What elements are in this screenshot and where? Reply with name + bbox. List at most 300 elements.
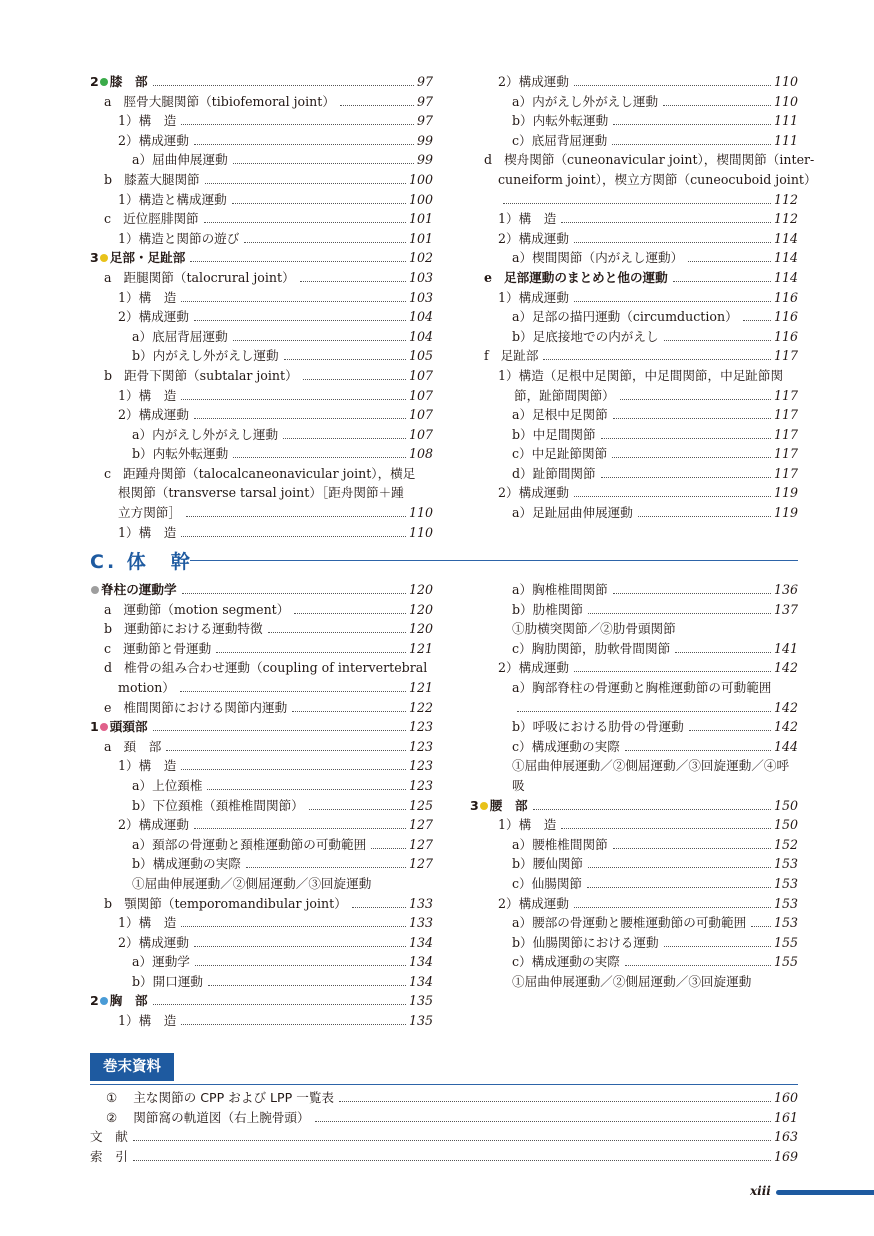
toc-entry-label [90,248,187,268]
leader-dots [613,124,771,125]
toc-entry-label [498,209,558,229]
toc-entry-page: 101 [408,230,433,246]
toc-entry-page: 123 [408,758,433,774]
toc-entry-page: 108 [408,446,433,462]
toc-entry-text: 近位脛腓関節 [123,211,199,227]
toc-entry [90,972,433,992]
toc-entry-label [512,444,609,464]
toc-entry [90,619,433,639]
toc-entry [90,1108,798,1128]
leader-dots [194,946,406,947]
toc-entry-text: b）内転外転運動 [132,446,229,462]
leader-dots [204,222,406,223]
leader-dots [294,613,406,614]
toc-entry-text: a）足趾屈曲伸展運動 [512,505,633,521]
toc-entry-label [132,776,204,796]
leader-dots [664,340,771,341]
toc-entry-page: 142 [773,660,798,676]
leader-dots [205,183,406,184]
toc-entry-page: 110 [773,93,798,109]
toc-entry [90,698,433,718]
toc-entry-text: a）腰椎椎間関節 [512,836,608,852]
toc-entry [90,933,433,953]
toc-entry-page: 104 [408,328,433,344]
toc-entry-text: b）呼吸における肋骨の骨運動 [512,719,684,735]
toc-entry-label [512,974,753,989]
toc-entry-page: 100 [408,171,433,187]
leader-dots [292,711,406,712]
toc-entry [470,229,798,249]
toc-entry-text: 2）構成運動 [118,817,189,833]
toc-entry [470,796,798,816]
toc-entry [470,952,798,972]
toc-entry [90,131,433,151]
toc-entry-label [512,835,610,855]
toc-entry-page: 111 [773,132,798,148]
toc-entry-label [498,368,785,383]
toc-entry-text: 2）構成運動 [498,485,569,501]
toc-entry-text: 1）構 造 [118,915,177,931]
leader-dots [543,359,771,360]
toc-entry-label [512,131,609,151]
leader-dots [181,926,406,927]
toc-entry-text: a）屈曲伸展運動 [132,152,228,168]
toc-entry [470,327,798,347]
toc-entry-text: c）仙腸関節 [512,875,583,891]
toc-entry [470,444,798,464]
toc-entry-label [118,913,178,933]
toc-entry-text: motion） [118,679,175,695]
toc-entry [470,366,798,386]
toc-entry [90,874,433,894]
toc-entry [90,658,433,678]
toc-entry-label [512,778,527,793]
toc-entry [90,72,433,92]
toc-entry-label [118,485,406,500]
toc-entry [470,346,798,366]
toc-entry-text: 2）構成運動 [118,407,189,423]
leader-dots [574,907,771,908]
toc-entry [90,366,433,386]
toc-entry [90,678,433,698]
toc-entry-text: b）内転外転運動 [512,113,609,129]
toc-entry-number: c [104,465,112,481]
leader-dots [268,632,406,633]
toc-entry-text: 立方関節］ [118,505,181,521]
leader-dots [181,1024,406,1025]
toc-entry-number: d [104,660,113,676]
toc-bottom-left [90,580,433,1031]
toc-entry [90,580,433,600]
toc-entry-number: d [484,152,493,168]
toc-entry-page: 97 [416,74,433,89]
toc-entry-page: 105 [408,348,433,364]
toc-entry-label [132,835,368,855]
leader-dots [689,730,771,731]
toc-entry [90,190,433,210]
leader-dots [574,85,771,86]
toc-entry-text: ①屈曲伸展運動／②側屈運動／③回旋運動 [132,875,372,891]
toc-entry-text: c）底屈背屈運動 [512,132,608,148]
toc-entry-text: 1）構 造 [118,1013,177,1029]
toc-entry-text: 2）構成運動 [118,934,189,950]
leader-dots [153,1004,406,1005]
toc-entry-page: 153 [773,915,798,931]
toc-entry [470,190,798,210]
toc-entry [90,209,433,229]
toc-entry-page: 133 [408,915,433,931]
leader-dots [751,926,771,927]
toc-entry-text: a）胸椎椎間関節 [512,582,608,597]
toc-entry-text: 1）構 造 [118,113,177,129]
toc-entry-label [498,172,819,187]
toc-entry-number: 1 [90,719,99,735]
leader-dots [352,907,406,908]
toc-entry [470,913,798,933]
toc-entry-label [104,268,297,288]
toc-entry-text: b）腰仙関節 [512,856,584,872]
toc-entry [470,92,798,112]
toc-entry-label [132,876,373,891]
toc-entry [470,678,798,698]
toc-entry-label [512,307,740,327]
toc-entry-label [118,229,241,249]
toc-entry-label [104,600,291,620]
leader-dots [675,652,771,653]
toc-entry-page: 116 [773,309,798,325]
toc-entry-label [90,72,150,92]
toc-entry-page: 120 [408,621,433,637]
toc-entry-label [484,152,816,167]
toc-entry-text: 脊柱の運動学 [101,582,177,597]
toc-entry-page: 137 [773,601,798,617]
leader-dots [664,946,771,947]
toc-entry [470,972,798,992]
toc-entry [470,248,798,268]
toc-entry-text: 主な関節の CPP および LPP 一覧表 [133,1090,335,1105]
toc-entry [470,698,798,718]
toc-entry-label [512,621,678,636]
toc-entry-text: 1）構造（足根中足関節，中足間関節，中足趾節関 [498,367,784,383]
toc-entry-text: 関節窩の軌道図（右上腕骨頭） [133,1109,310,1125]
toc-entry-label [118,131,191,151]
toc-entry-text: 足部・足趾部 [109,250,186,266]
leader-dots [613,848,771,849]
leader-dots [743,320,771,321]
toc-entry-text: b）仙腸関節における運動 [512,934,659,950]
toc-entry-label [118,1011,178,1031]
toc-entry-page: 127 [408,836,433,852]
toc-entry-text: d）趾節間関節 [512,465,596,481]
toc-entry-label [118,523,178,543]
leader-dots [246,867,406,868]
leader-dots [133,1140,771,1141]
toc-entry-number: c [104,640,112,656]
toc-entry [470,874,798,894]
toc-entry-label [106,1108,312,1128]
toc-entry-label [514,386,617,406]
toc-entry-page: 117 [773,426,798,442]
toc-entry [90,483,433,503]
toc-entry-text: 根関節（transverse tarsal joint）［距舟関節＋踵 [118,485,404,501]
toc-entry-page: 127 [408,856,433,872]
leader-dots [283,438,406,439]
toc-entry [90,600,433,620]
toc-entry-text: a）楔間関節（内がえし運動） [512,250,684,266]
leader-dots [688,261,771,262]
toc-entry-page: 141 [773,640,798,656]
toc-entry-label [498,72,571,92]
toc-entry-label [132,972,205,992]
toc-entry-text: 節，趾節間関節） [514,387,615,403]
toc-entry [470,405,798,425]
toc-entry-text: 2）構成運動 [118,132,189,148]
toc-entry-text: b）構成運動の実際 [132,856,241,872]
toc-entry [90,1088,798,1108]
toc-entry-label [132,425,280,445]
leader-dots [133,1160,771,1161]
toc-entry-text: 1）構造と関節の遊び [118,230,240,246]
folio-bar [776,1190,874,1195]
toc-entry-label [512,717,686,737]
toc-entry-number: e [104,699,112,715]
leader-dots [612,144,771,145]
toc-entry-text: 吸 [512,777,525,793]
toc-entry [470,580,798,600]
toc-entry [90,346,433,366]
leader-dots [153,730,406,731]
toc-entry [470,72,798,92]
leader-dots [216,652,406,653]
toc-entry-page: 123 [408,719,433,735]
leader-dots [180,691,406,692]
toc-entry-text: 1）構 造 [118,524,177,540]
toc-entry [90,327,433,347]
toc-entry [470,209,798,229]
toc-entry [470,835,798,855]
toc-entry [470,170,817,190]
toc-entry-label [104,619,265,639]
toc-entry-label [104,698,289,718]
toc-entry-label [104,209,201,229]
toc-entry-page: 110 [408,505,433,521]
toc-entry-page: 107 [408,426,433,442]
toc-entry-label [512,503,635,523]
toc-entry-number: b [104,367,113,383]
toc-entry-label [512,874,584,894]
toc-entry [90,991,433,1011]
toc-entry-text: c）胸肋関節，肋軟骨間関節 [512,640,671,656]
toc-entry-label [104,639,213,659]
toc-entry-text: ①肋横突関節／②肋骨頭関節 [512,621,676,637]
toc-entry-text: a）足部の描円運動（circumduction） [512,309,738,325]
toc-entry-text: ①屈曲伸展運動／②側屈運動／③回旋運動／④呼 [512,758,790,774]
toc-entry-label [118,405,191,425]
toc-entry-text: 椎骨の組み合わせ運動（coupling of intervertebral [124,660,428,676]
leader-dots [181,536,406,537]
toc-entry-label [104,737,163,757]
toc-entry-label [512,952,622,972]
toc-entry [90,835,433,855]
toc-entry [470,307,798,327]
toc-entry-page: 127 [408,817,433,833]
toc-entry [470,268,798,288]
toc-entry [90,307,433,327]
leader-dots [588,867,771,868]
toc-entry-page: 103 [408,289,433,305]
leader-dots [232,203,406,204]
toc-entry-label [512,680,773,695]
leader-dots [208,985,406,986]
toc-entry-page: 122 [408,699,433,715]
leader-dots [233,457,406,458]
toc-entry-page: 136 [773,582,798,597]
toc-entry-label [484,346,540,366]
toc-entry-page: 135 [408,1013,433,1029]
toc-entry [470,150,815,170]
toc-entry-page: 114 [773,269,798,285]
toc-entry-label [132,854,243,874]
toc-entry-label [512,600,585,620]
toc-entry-page: 104 [408,309,433,325]
toc-entry [90,639,433,659]
leader-dots [587,887,771,888]
leader-dots [181,124,414,125]
leader-dots [182,593,406,594]
toc-entry [90,854,433,874]
toc-entry-page: 117 [773,446,798,462]
toc-entry-page: 107 [408,367,433,383]
toc-entry-text: 1）構 造 [498,211,557,227]
toc-entry [90,405,433,425]
toc-entry-label [118,678,177,698]
toc-entry-number: ② [106,1109,118,1125]
toc-entry-label [512,405,610,425]
toc-entry-text: a）胸部脊柱の骨運動と胸椎運動節の可動範囲 [512,679,772,695]
toc-entry-page: 103 [408,269,433,285]
toc-entry [470,639,798,659]
toc-entry-page: 133 [408,895,433,911]
toc-entry-page: 135 [408,993,433,1009]
leader-dots [195,965,406,966]
toc-entry [90,776,433,796]
leader-dots [574,242,771,243]
toc-entry-page: 119 [773,485,798,501]
toc-entry-page: 100 [408,191,433,207]
toc-entry-page: 111 [773,113,798,129]
leader-dots [517,711,771,712]
leader-dots [181,769,406,770]
toc-entry-number: b [104,621,113,637]
toc-entry-number: 2 [90,74,99,89]
toc-entry-page: 107 [408,387,433,403]
toc-entry-text: 顎関節（temporomandibular joint） [124,895,347,911]
toc-entry-text: 1）構 造 [498,817,557,833]
toc-entry-text: 1）構造と構成運動 [118,191,227,207]
toc-entry [90,444,433,464]
toc-entry-label [118,815,191,835]
toc-entry [90,92,433,112]
toc-entry [470,288,798,308]
toc-entry [90,386,433,406]
toc-entry-page: 119 [773,505,798,521]
toc-entry-label [132,952,192,972]
toc-entry-label [498,288,571,308]
leader-dots [625,750,771,751]
toc-entry [470,854,798,874]
toc-entry-text: 頭頚部 [109,719,148,735]
leader-dots [207,789,405,790]
toc-entry-text: 2）構成運動 [498,895,569,911]
toc-entry-text: 文 献 [90,1129,128,1145]
toc-entry [470,131,798,151]
toc-entry-number: ① [106,1090,118,1105]
toc-entry-label [104,466,417,481]
leader-dots [574,671,771,672]
toc-entry-label [512,248,685,268]
toc-entry-text: a）上位頚椎 [132,777,203,793]
toc-entry-label [106,1088,336,1108]
toc-entry-text: a）運動学 [132,954,190,970]
leader-dots [673,281,771,282]
toc-entry-label [512,854,585,874]
toc-entry-label [512,737,622,757]
toc-entry-label [104,92,337,112]
toc-entry-page: 117 [773,387,798,403]
toc-entry [470,503,798,523]
toc-entry-page: 99 [416,132,433,148]
toc-entry-text: 2）構成運動 [498,230,569,246]
leader-dots [303,379,406,380]
toc-entry-page: 161 [773,1109,798,1125]
leader-dots [166,750,406,751]
toc-entry-label [132,796,306,816]
toc-entry-page: 152 [773,836,798,852]
toc-entry-text: a）足根中足関節 [512,407,608,423]
leader-dots [194,418,406,419]
leader-dots [601,477,771,478]
leader-dots [613,418,771,419]
toc-entry-page: 110 [408,524,433,540]
toc-entry [90,894,433,914]
toc-entry-text: 運動節と骨運動 [123,640,212,656]
toc-entry-text: 索 引 [90,1148,128,1164]
toc-entry-page: 163 [773,1129,798,1145]
toc-entry-label [90,717,150,737]
toc-entry [90,150,433,170]
toc-entry-label [104,894,349,914]
toc-entry-number: c [104,211,112,227]
leader-dots [181,399,406,400]
toc-entry [470,737,798,757]
toc-entry-label [512,111,610,131]
toc-entry-label [512,580,610,600]
toc-entry-page: 153 [773,895,798,911]
toc-entry [90,170,433,190]
toc-entry-page: 134 [408,954,433,970]
toc-entry-label [498,658,571,678]
toc-entry [470,815,798,835]
toc-entry-label [132,327,230,347]
leader-dots [339,1101,771,1102]
toc-entry-text: 足趾部 [500,348,539,364]
toc-entry-text: a）腰部の骨運動と腰椎運動節の可動範囲 [512,915,747,931]
toc-entry-page: 134 [408,934,433,950]
toc-entry-text: c）構成運動の実際 [512,954,620,970]
toc-entry-label [498,483,571,503]
toc-entry-page: 99 [416,152,433,168]
toc-entry-page: 120 [408,582,433,597]
